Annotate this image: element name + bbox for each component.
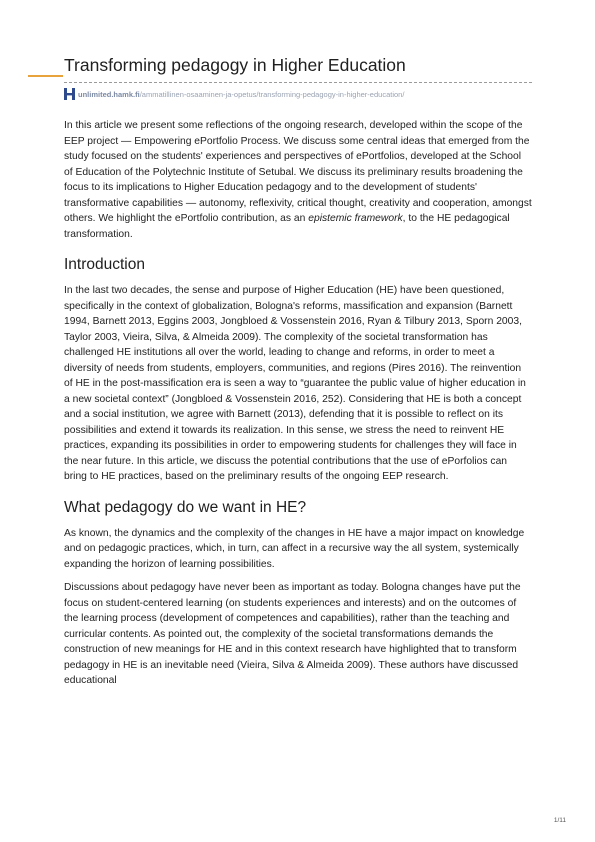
abstract-emphasis: epistemic framework [308, 213, 403, 224]
title-accent-line [28, 75, 63, 77]
source-domain-link[interactable]: unlimited.hamk.fi [78, 89, 140, 99]
abstract-text-end: , to the HE pedagogical transformation. [64, 213, 510, 240]
hamk-logo-icon [64, 88, 75, 100]
source-path-link[interactable]: /ammatillinen-osaaminen-ja-opetus/transforming-pedagogy-in-higher-education/ [139, 89, 405, 99]
section-paragraph: In the last two decades, the sense and purpose of Higher Education (HE) have been questioned, specifically in the context of globalization, Bologna's reforms, massification and expansion (Barnett 1994, Barnett 2013, Eggins 2003, Jongbloed & Vossenstein 2016, Ryan & Tilbury 2013, Sporn 2003, Taylor 2003, Vieira, Silva, & Almeida 2009). The complexity of the societal transformation has challenged HE institutions all over the world, leading to change and reforms, in order to meet a diversity of needs from students, employers, communities, and regions (Pires 2016). The reinvention of HE in the post-massification era is seen a way to “guarantee the public value of higher education in a new societal context” (Jongbloed & Vossenstein 2016, 252). Considering that HE is both a concept and a social institution, we agree with Barnett (2013), defending that it is possible to reflect on its possibilities and extend it towards its realization. In this sense, we stress the need to reinvent HE practices, expanding its possibilities in order to empowering students for challenges they will face in the near future. In this article, we discuss the potential contributions that the use of ePorfolios can bring to HE practices, based on the preliminary results of the ongoing EEP research. [64, 285, 526, 482]
page-number: 1/11 [553, 817, 566, 824]
source-line [64, 88, 404, 100]
article-body [64, 118, 532, 697]
section-paragraph: Discussions about pedagogy have never been as important as today. Bologna changes have put the focus on student-centered learning (on students experiences and interests) and on the outcomes of the learning process (development of competences and capabilities), rather than the teaching and curricular contents. As pointed out, the complexity of the societal transformations demands the construction of new meanings for HE and in this context research have highlighted that to transform pedagogy in HE is an inevitable need (Vieira, Silva & Almeida 2009). These authors have discussed educational [64, 582, 521, 686]
abstract-paragraph [64, 118, 532, 242]
page-title: Transforming pedagogy in Higher Education [64, 55, 406, 75]
section-heading-pedagogy: What pedagogy do we want in HE? [64, 498, 307, 516]
section-heading-introduction: Introduction [64, 256, 145, 273]
title-divider [64, 82, 532, 83]
section-paragraph: As known, the dynamics and the complexity of the changes in HE have a major impact on knowledge and on pedagogic practices, which, in turn, can affect in a recursive way the all system, systemically expanding the horizon of learning possibilities. [64, 527, 525, 570]
abstract-text: In this article we present some reflections of the ongoing research, developed within the scope of the EEP project — Empowering ePortfolio Process. We discuss some central ideas that emerged from the study focused on the students' experiences and perspectives of ePortfolios, developed at the School of Education of the Polytechnic Institute of Setubal. We discuss its preliminary results broadening the focus to its implications to Higher Education pedagogy and to the development of students' transformative capabilities — autonomy, reflexivity, critical thought, creativity and cooperation, amongst others. We highlight the ePortfolio contribution, as an [64, 120, 532, 224]
